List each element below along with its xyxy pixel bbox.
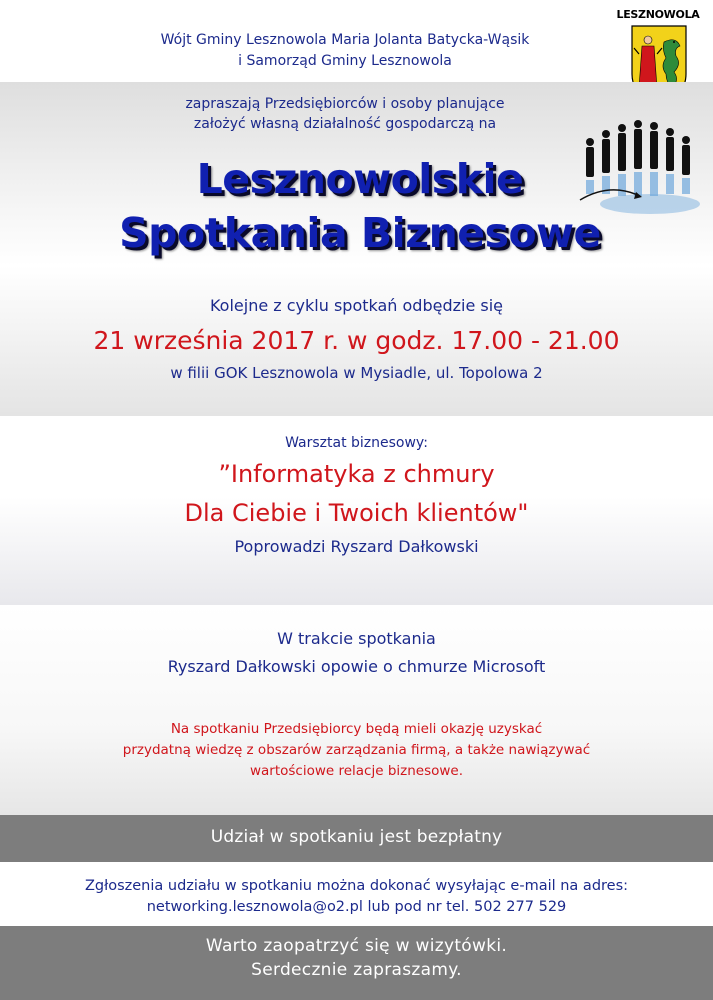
header xyxy=(0,0,713,82)
registration-text xyxy=(0,876,713,918)
workshop-label: Warsztat biznesowy: xyxy=(285,435,428,451)
event-title-line-2: Spotkania Biznesowe xyxy=(119,209,601,257)
free-participation-band xyxy=(0,815,713,862)
series-intro: Kolejne z cyklu spotkań odbędzie się xyxy=(209,296,504,315)
invitation-line-1: zapraszają Przedsiębiorców i osoby planujące xyxy=(185,96,505,112)
event-date: 21 września 2017 r. w godz. 17.00 - 21.00 xyxy=(93,326,620,355)
event-title xyxy=(70,152,650,260)
crest-label: LESZNOWOLA xyxy=(616,8,700,21)
organizer-line-1: Wójt Gminy Lesznowola Maria Jolanta Batycka-Wąsik xyxy=(160,32,530,48)
invitation-line-2: założyć własną działalność gospodarczą na xyxy=(193,116,497,132)
workshop-title-line-1: ”Informatyka z chmury xyxy=(218,460,495,488)
during-meeting-section xyxy=(0,605,713,815)
workshop-section xyxy=(0,425,713,605)
invitation-text xyxy=(110,94,580,134)
footer-line-1: Warto zaopatrzyć się w wizytówki. xyxy=(205,936,508,956)
event-venue: w filii GOK Lesznowola w Mysiadle, ul. Topolowa 2 xyxy=(170,364,543,382)
during-meeting-text xyxy=(0,625,713,681)
workshop-title-line-2: Dla Ciebie i Twoich klientów" xyxy=(184,499,529,527)
footer-text xyxy=(0,934,713,982)
registration-section xyxy=(0,862,713,926)
footer-band xyxy=(0,926,713,1000)
benefit-line-2: przydatną wiedzę z obszarów zarządzania firmą, a także nawiązywać xyxy=(122,742,591,758)
during-line-1: W trakcie spotkania xyxy=(277,629,436,648)
benefit-text xyxy=(90,719,623,782)
event-title-line-1: Lesznowolskie xyxy=(196,155,524,203)
organizer-line-2: i Samorząd Gminy Lesznowola xyxy=(238,53,452,69)
registration-line-1: Zgłoszenia udziału w spotkaniu można dokonać wysyłając e-mail na adres: xyxy=(84,878,629,894)
organizer-text xyxy=(110,30,580,72)
workshop-host: Poprowadzi Ryszard Dałkowski xyxy=(234,537,479,556)
during-line-2: Ryszard Dałkowski opowie o chmurze Microsoft xyxy=(167,657,546,676)
main-section xyxy=(0,82,713,416)
free-participation-text: Udział w spotkaniu jest bezpłatny xyxy=(210,827,503,847)
workshop-title xyxy=(0,455,713,533)
footer-line-2: Serdecznie zapraszamy. xyxy=(251,960,462,980)
benefit-line-1: Na spotkaniu Przedsiębiorcy będą mieli okazję uzyskać xyxy=(170,721,543,737)
benefit-line-3: wartościowe relacje biznesowe. xyxy=(249,763,464,779)
registration-contact[interactable]: networking.lesznowola@o2.pl lub pod nr tel. 502 277 529 xyxy=(146,899,567,915)
